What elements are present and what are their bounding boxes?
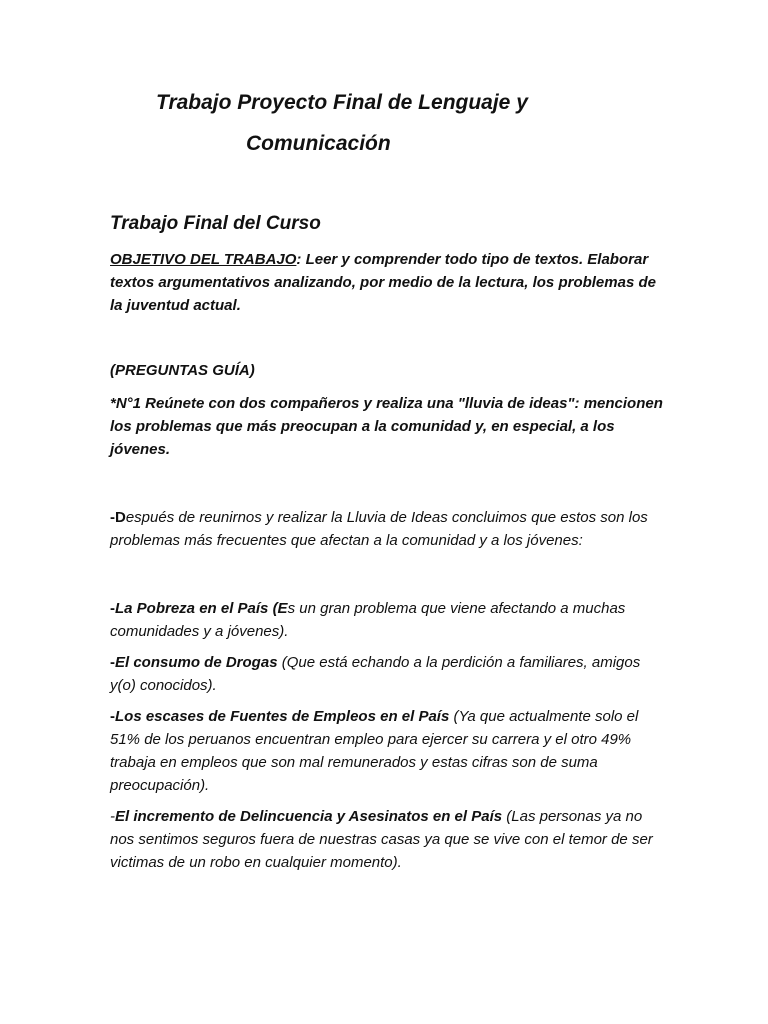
document-title-line-2: Comunicación xyxy=(246,132,391,155)
problem-dash: - xyxy=(110,708,115,725)
section-title: Trabajo Final del Curso xyxy=(110,213,321,234)
intro-bold-letter: D xyxy=(115,509,126,526)
problem-title: El incremento de Delincuencia y Asesinatos en el País xyxy=(115,808,503,825)
intro-dash: - xyxy=(110,509,115,526)
problem-text: s un gran problema que viene afectando a muchas comunidades y a jóvenes). xyxy=(110,600,626,640)
objective-label: OBJETIVO DEL TRABAJO xyxy=(110,251,297,268)
problem-item xyxy=(110,597,670,643)
objective-text: : Leer y comprender todo tipo de textos. Elaborar textos argumentativos analizando, por medio de la lectura, los problemas de la juventud actual. xyxy=(110,251,656,314)
document-body xyxy=(110,210,670,882)
intro-paragraph xyxy=(110,506,670,552)
document-title-line-1: Trabajo Proyecto Final de Lenguaje y xyxy=(156,91,528,114)
problem-title: El consumo de Drogas xyxy=(115,654,278,671)
problem-title: Los escases de Fuentes de Empleos en el País xyxy=(115,708,450,725)
objective-paragraph xyxy=(110,248,670,317)
intro-text: espués de reunirnos y realizar la Lluvia de Ideas concluimos que estos son los problemas más frecuentes que afectan a la comunidad y a los jóvenes: xyxy=(110,509,648,549)
problem-item xyxy=(110,805,670,874)
question-1: *N°1 Reúnete con dos compañeros y realiza una "lluvia de ideas": mencionen los problemas que más preocupan a la comunidad y, en especial, a los jóvenes. xyxy=(110,395,663,458)
problem-text: (Que está echando a la perdición a familiares, amigos y(o) conocidos). xyxy=(110,654,641,694)
guide-questions-heading: (PREGUNTAS GUÍA) xyxy=(110,362,255,379)
problem-item xyxy=(110,705,670,797)
problem-text: (Las personas ya no nos sentimos seguros fuera de nuestras casas ya que se vive con el temor de ser victimas de un robo en cualquier momento). xyxy=(110,808,653,871)
problem-text: (Ya que actualmente solo el 51% de los peruanos encuentran empleo para ejercer su carrera y el otro 49% trabaja en empleos que son mal remunerados y estas cifras son de suma preocupación). xyxy=(110,708,639,794)
problem-dash: - xyxy=(110,600,115,617)
problem-item xyxy=(110,651,670,697)
problem-dash: - xyxy=(110,808,115,825)
problem-dash: - xyxy=(110,654,115,671)
problem-title: La Pobreza en el País (E xyxy=(115,600,288,617)
